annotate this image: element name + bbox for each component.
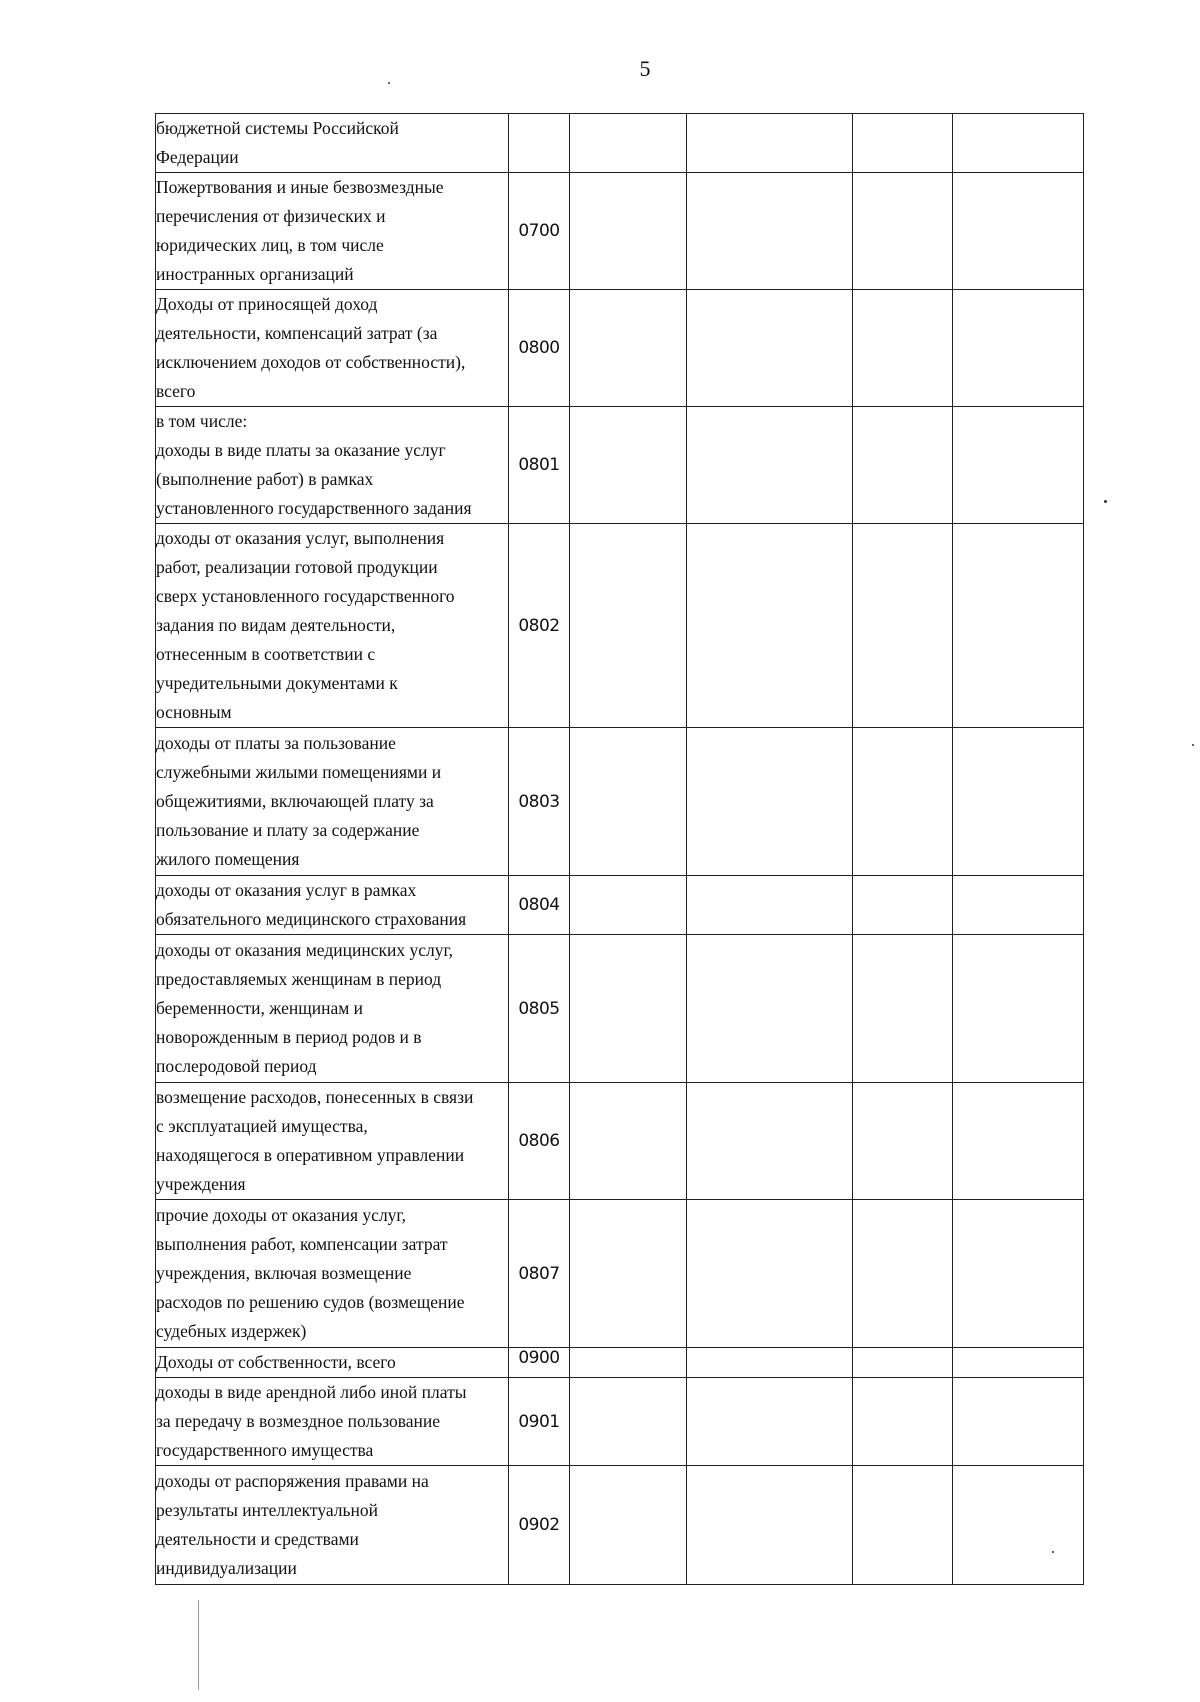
table-row — [156, 1200, 1084, 1348]
row-code: 0804 — [509, 876, 570, 935]
value-cell — [853, 114, 953, 173]
row-label: доходы от распоряжения правами на результаты интеллектуальной деятельности и средствами индивидуализации — [156, 1466, 509, 1585]
table-row — [156, 1348, 1084, 1378]
value-cell — [570, 935, 687, 1083]
row-code — [509, 114, 570, 173]
row-label: доходы от оказания услуг, выполнения работ, реализации готовой продукции сверх установленного государственного задания по видам деятельности, отнесенным в соответствии с учредительными документами к основным — [156, 524, 509, 728]
value-cell — [687, 290, 853, 407]
value-cell — [687, 728, 853, 876]
value-cell — [570, 1348, 687, 1378]
value-cell — [953, 935, 1084, 1083]
value-cell — [687, 524, 853, 728]
value-cell — [687, 1466, 853, 1585]
value-cell — [687, 1378, 853, 1466]
value-cell — [853, 173, 953, 290]
row-label: доходы от оказания медицинских услуг, предоставляемых женщинам в период беременности, женщинам и новорожденным в период родов и в послеродовой период — [156, 935, 509, 1083]
table-row — [156, 935, 1084, 1083]
table-row — [156, 1083, 1084, 1200]
value-cell — [853, 1466, 953, 1585]
value-cell — [953, 728, 1084, 876]
value-cell — [953, 407, 1084, 524]
value-cell — [570, 728, 687, 876]
value-cell — [687, 1200, 853, 1348]
row-code: 0801 — [509, 407, 570, 524]
value-cell — [953, 1083, 1084, 1200]
row-code: 0806 — [509, 1083, 570, 1200]
value-cell — [953, 173, 1084, 290]
value-cell — [953, 114, 1084, 173]
value-cell — [953, 524, 1084, 728]
row-code: 0802 — [509, 524, 570, 728]
table-row — [156, 173, 1084, 290]
row-label: возмещение расходов, понесенных в связи с эксплуатацией имущества, находящегося в оперативном управлении учреждения — [156, 1083, 509, 1200]
value-cell — [570, 173, 687, 290]
value-cell — [570, 1083, 687, 1200]
row-code: 0803 — [509, 728, 570, 876]
value-cell — [953, 1378, 1084, 1466]
table-row — [156, 1378, 1084, 1466]
value-cell — [687, 935, 853, 1083]
value-cell — [853, 524, 953, 728]
value-cell — [687, 407, 853, 524]
row-label: бюджетной системы Российской Федерации — [156, 114, 509, 173]
row-label: Пожертвования и иные безвозмездные перечисления от физических и юридических лиц, в том числе иностранных организаций — [156, 173, 509, 290]
value-cell — [570, 1200, 687, 1348]
value-cell — [953, 1200, 1084, 1348]
value-cell — [570, 1378, 687, 1466]
table-row — [156, 728, 1084, 876]
row-label: Доходы от собственности, всего — [156, 1348, 509, 1378]
row-code: 0901 — [509, 1378, 570, 1466]
value-cell — [853, 1348, 953, 1378]
table-row — [156, 407, 1084, 524]
row-code: 0800 — [509, 290, 570, 407]
value-cell — [570, 290, 687, 407]
row-code: 0807 — [509, 1200, 570, 1348]
value-cell — [953, 1348, 1084, 1378]
row-code: 0700 — [509, 173, 570, 290]
value-cell — [853, 407, 953, 524]
value-cell — [570, 876, 687, 935]
row-label: доходы от оказания услуг в рамках обязательного медицинского страхования — [156, 876, 509, 935]
value-cell — [853, 935, 953, 1083]
scan-speck — [1052, 1551, 1054, 1553]
value-cell — [570, 524, 687, 728]
row-code: 0805 — [509, 935, 570, 1083]
value-cell — [570, 114, 687, 173]
value-cell — [687, 1348, 853, 1378]
value-cell — [853, 876, 953, 935]
scan-speck — [1104, 500, 1107, 503]
row-label: доходы от платы за пользование служебными жилыми помещениями и общежитиями, включающей плату за пользование и плату за содержание жилого помещения — [156, 728, 509, 876]
value-cell — [687, 876, 853, 935]
table-row — [156, 1466, 1084, 1585]
value-cell — [570, 1466, 687, 1585]
value-cell — [687, 173, 853, 290]
value-cell — [853, 728, 953, 876]
value-cell — [853, 290, 953, 407]
value-cell — [853, 1378, 953, 1466]
value-cell — [853, 1200, 953, 1348]
row-label: в том числе: доходы в виде платы за оказание услуг (выполнение работ) в рамках установленного государственного задания — [156, 407, 509, 524]
value-cell — [570, 407, 687, 524]
scan-streak — [198, 1600, 199, 1690]
value-cell — [853, 1083, 953, 1200]
report-table — [155, 113, 1084, 1585]
value-cell — [687, 1083, 853, 1200]
row-label: Доходы от приносящей доход деятельности, компенсаций затрат (за исключением доходов от собственности), всего — [156, 290, 509, 407]
scan-speck — [1192, 744, 1194, 746]
row-label: прочие доходы от оказания услуг, выполнения работ, компенсации затрат учреждения, включая возмещение расходов по решению судов (возмещение судебных издержек) — [156, 1200, 509, 1348]
value-cell — [953, 1466, 1084, 1585]
table-row — [156, 876, 1084, 935]
row-label: доходы в виде арендной либо иной платы за передачу в возмездное пользование государственного имущества — [156, 1378, 509, 1466]
table-row — [156, 290, 1084, 407]
value-cell — [687, 114, 853, 173]
value-cell — [953, 876, 1084, 935]
row-code: 0902 — [509, 1466, 570, 1585]
table-row — [156, 524, 1084, 728]
scan-speck — [388, 82, 390, 84]
page-number: 5 — [639, 56, 651, 81]
value-cell — [953, 290, 1084, 407]
row-code: 0900 — [509, 1348, 570, 1378]
table-row — [156, 114, 1084, 173]
